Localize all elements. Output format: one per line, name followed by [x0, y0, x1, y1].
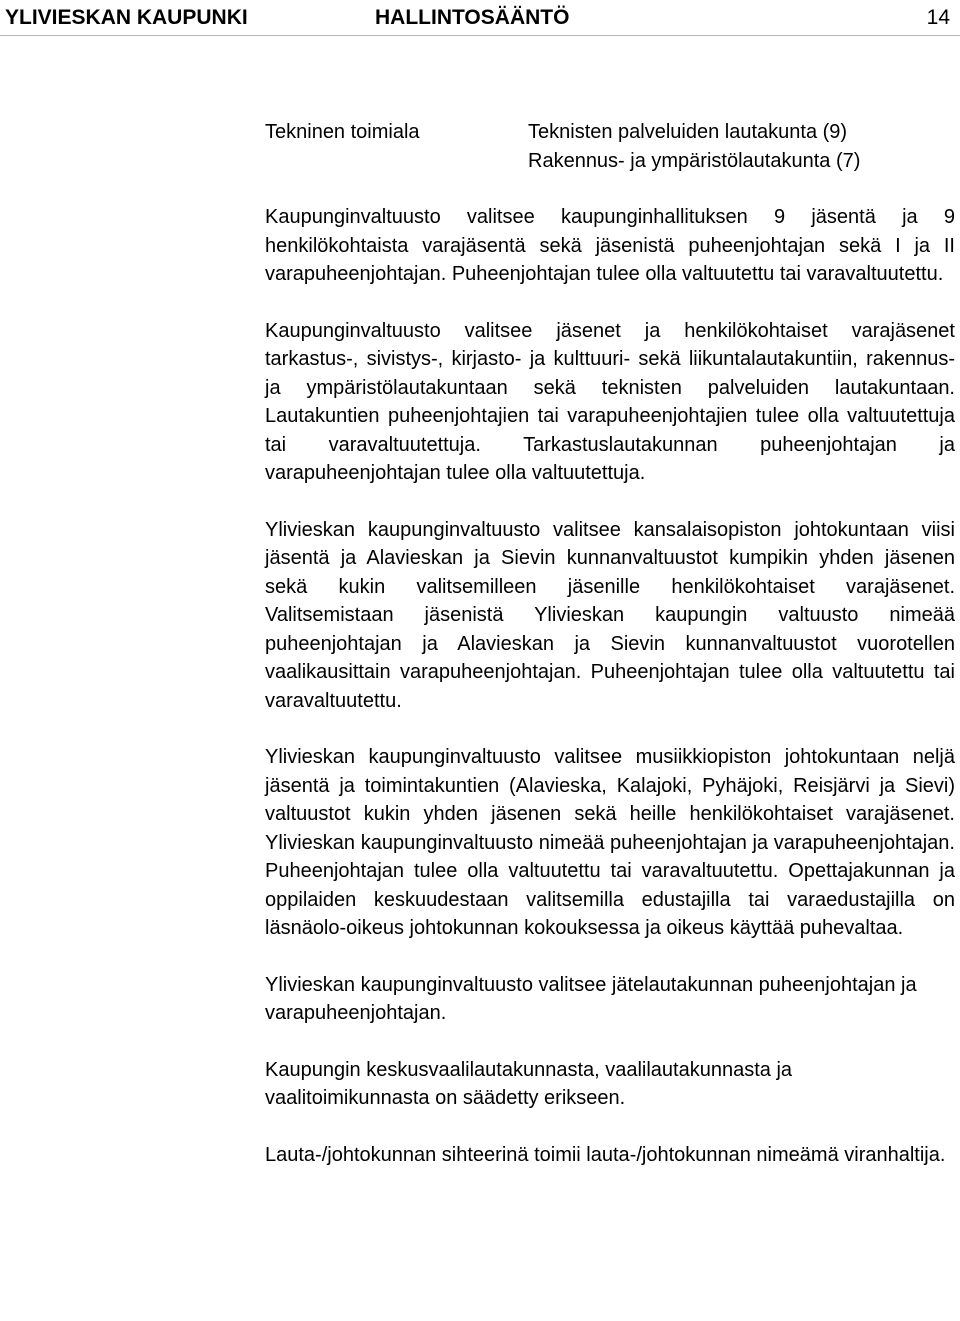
paragraph-secretary: Lauta-/johtokunnan sihteerinä toimii lauta-/johtokunnan nimeämä viranhaltija. — [265, 1143, 946, 1166]
board-item: Teknisten palveluiden lautakunta (9) — [528, 121, 848, 143]
header-city: YLIVIESKAN KAUPUNKI — [5, 6, 248, 29]
branch-boards-list — [528, 118, 955, 175]
paragraph-music-school: Ylivieskan kaupunginvaltuusto valitsee musiikkiopiston johtokuntaan neljä jäsentä ja toimintakuntien (Alavieska, Kalajoki, Pyhäjoki, Reisjärvi ja Sievi) valtuustot kukin yhden jäsenen sekä heille henkilökohtaiset varajäsenet. Ylivieskan kaupunginvaltuusto nimeää puheenjohtajan ja varapuheenjohtajan. Puheenjohtajan tulee olla valtuutettu tai varavaltuutettu. Opettajakunnan ja oppilaiden keskuudestaan valitsemilla edustajilla tai varaedustajilla on läsnäolo-oikeus johtokunnan kokouksessa ja oikeus käyttää puhevaltaa. — [265, 746, 955, 939]
paragraph-election-boards: Kaupungin keskusvaalilautakunnasta, vaalilautakunnasta ja vaalitoimikunnasta on säädetty erikseen. — [265, 1058, 793, 1109]
document-body — [265, 118, 955, 1197]
header-page-number: 14 — [926, 6, 950, 29]
paragraph-adult-education: Ylivieskan kaupunginvaltuusto valitsee kansalaisopiston johtokuntaan viisi jäsentä ja Alavieskan ja Sievin kunnanvaltuustot kumpikin yhden jäsenen sekä kukin valitsemilleen jäsenille henkilökohtaiset varajäsenet. Valitsemistaan jäsenistä Ylivieskan kaupungin valtuusto nimeää puheenjohtajan ja Alavieskan ja Sievin kunnanvaltuustot vuorotellen vaalikausittain varapuheenjohtajan. Puheenjohtajan tulee olla valtuutettu tai varavaltuutettu. — [265, 518, 955, 712]
paragraph-committees: Kaupunginvaltuusto valitsee jäsenet ja henkilökohtaiset varajäsenet tarkastus-, sivistys-, kirjasto- ja kulttuuri- sekä liikuntalautakuntiin, rakennus- ja ympäristölautakuntaan sekä teknisten palveluiden lautakuntaan. Lautakuntien puheenjohtajien tai varapuheenjohtajien tulee olla valtuutettuja tai varavaltuutettuja. Tarkastuslautakunnan puheenjohtajan ja varapuheenjohtajan tulee olla valtuutettuja. — [265, 319, 955, 484]
branch-entry — [265, 118, 955, 175]
branch-name: Tekninen toimiala — [265, 121, 420, 143]
header-divider — [0, 35, 960, 36]
board-item: Rakennus- ja ympäristölautakunta (7) — [528, 149, 861, 172]
page-header — [0, 0, 960, 36]
header-document-title: HALLINTOSÄÄNTÖ — [375, 6, 570, 29]
paragraph-city-board: Kaupunginvaltuusto valitsee kaupunginhallituksen 9 jäsentä ja 9 henkilökohtaista varajäsentä sekä jäsenistä puheenjohtajan sekä I ja II varapuheenjohtajan. Puheenjohtajan tulee olla valtuutettu tai varavaltuutettu. — [265, 206, 955, 285]
paragraph-waste-board: Ylivieskan kaupunginvaltuusto valitsee jätelautakunnan puheenjohtajan ja varapuheenjohtajan. — [265, 973, 917, 1024]
